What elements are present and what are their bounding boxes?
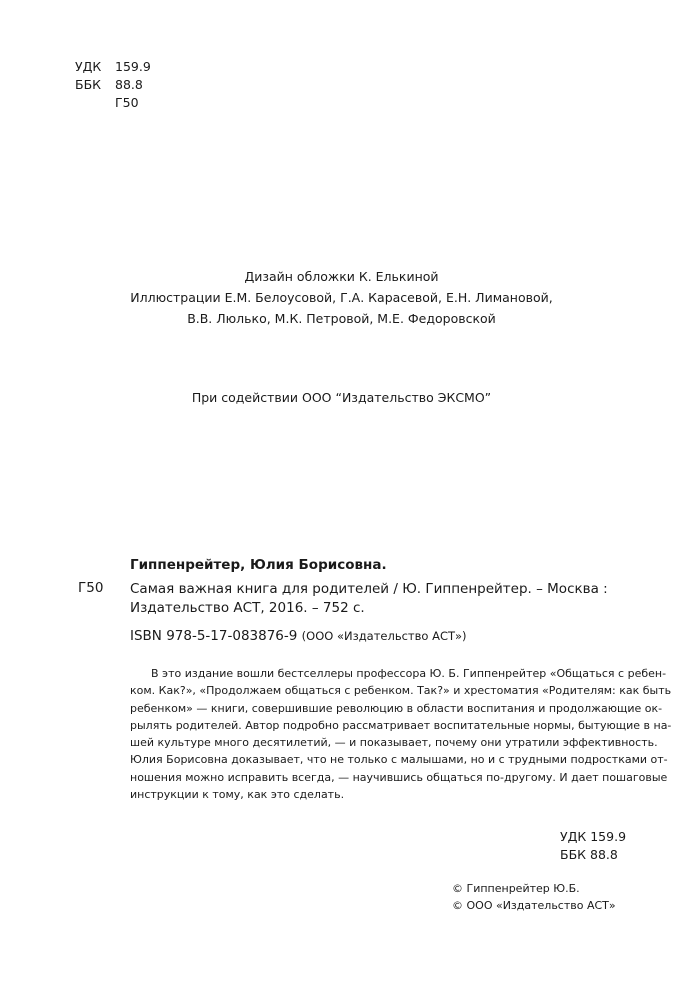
annotation-line: В это издание вошли бестселлеры профессора Ю. Б. Гиппенрейтер «Общаться с ребен- <box>151 667 667 680</box>
author-mark: Г50 <box>115 95 139 110</box>
bottom-classification-codes <box>560 828 626 864</box>
illustrations-credit-line-1: Иллюстрации Е.М. Белоусовой, Г.А. Карасевой, Е.Н. Лимановой, <box>130 290 553 305</box>
isbn-line <box>130 628 467 644</box>
annotation-line: ком. Как?», «Продолжаем общаться с ребенком. Так?» и хрестоматия «Родителям: как быть <box>130 684 672 698</box>
annotation-paragraph <box>130 665 672 803</box>
bibliographic-line: Самая важная книга для родителей / Ю. Гиппенрейтер. – Москва : <box>130 581 608 597</box>
isbn-publisher: (ООО «Издательство АСТ») <box>301 629 467 643</box>
udk-row <box>75 58 151 76</box>
cover-design-credit: Дизайн обложки К. Елькиной <box>244 269 439 284</box>
annotation-line: инструкции к тому, как это сделать. <box>130 788 345 802</box>
copyright-block <box>452 880 616 914</box>
credits-block <box>0 266 683 329</box>
bibliographic-line: Издательство АСТ, 2016. – 752 с. <box>130 600 365 616</box>
bbk-value: 88.8 <box>115 77 143 92</box>
assistance-note: При содействии ООО “Издательство ЭКСМО” <box>191 390 492 405</box>
annotation-line: ребенком» — книги, совершившие революцию в области воспитания и продолжающие ок- <box>130 701 663 715</box>
annotation-line: ношения можно исправить всегда, — научившись общаться по-другому. И дает пошаговые <box>130 770 668 784</box>
copyright-publisher: © ООО «Издательство АСТ» <box>452 899 616 912</box>
udk-label: УДК <box>75 59 102 74</box>
bibliographic-author: Гиппенрейтер, Юлия Борисовна. <box>130 557 387 573</box>
bibliographic-code: Г50 <box>78 580 104 596</box>
top-classification-codes <box>75 58 151 112</box>
bbk-label: ББК <box>75 77 102 92</box>
udk-value: 159.9 <box>115 59 151 74</box>
bibliographic-description <box>130 580 630 618</box>
isbn-number: ISBN 978-5-17-083876-9 <box>130 628 298 644</box>
bbk-code: ББК 88.8 <box>560 847 618 862</box>
illustrations-credit-line-2: В.В. Люлько, М.К. Петровой, М.Е. Федоровской <box>187 311 496 326</box>
annotation-line: шей культуре много десятилетий, — и показывает, почему они утратили эффективность. <box>130 736 658 750</box>
udk-code: УДК 159.9 <box>560 829 627 844</box>
annotation-line: рылять родителей. Автор подробно рассматривает воспитательные нормы, бытующие в на- <box>130 718 672 732</box>
annotation-line: Юлия Борисовна доказывает, что не только с малышами, но и с трудными подростками от- <box>130 753 668 767</box>
bbk-row <box>75 76 151 94</box>
copyright-author: © Гиппенрейтер Ю.Б. <box>452 882 580 895</box>
